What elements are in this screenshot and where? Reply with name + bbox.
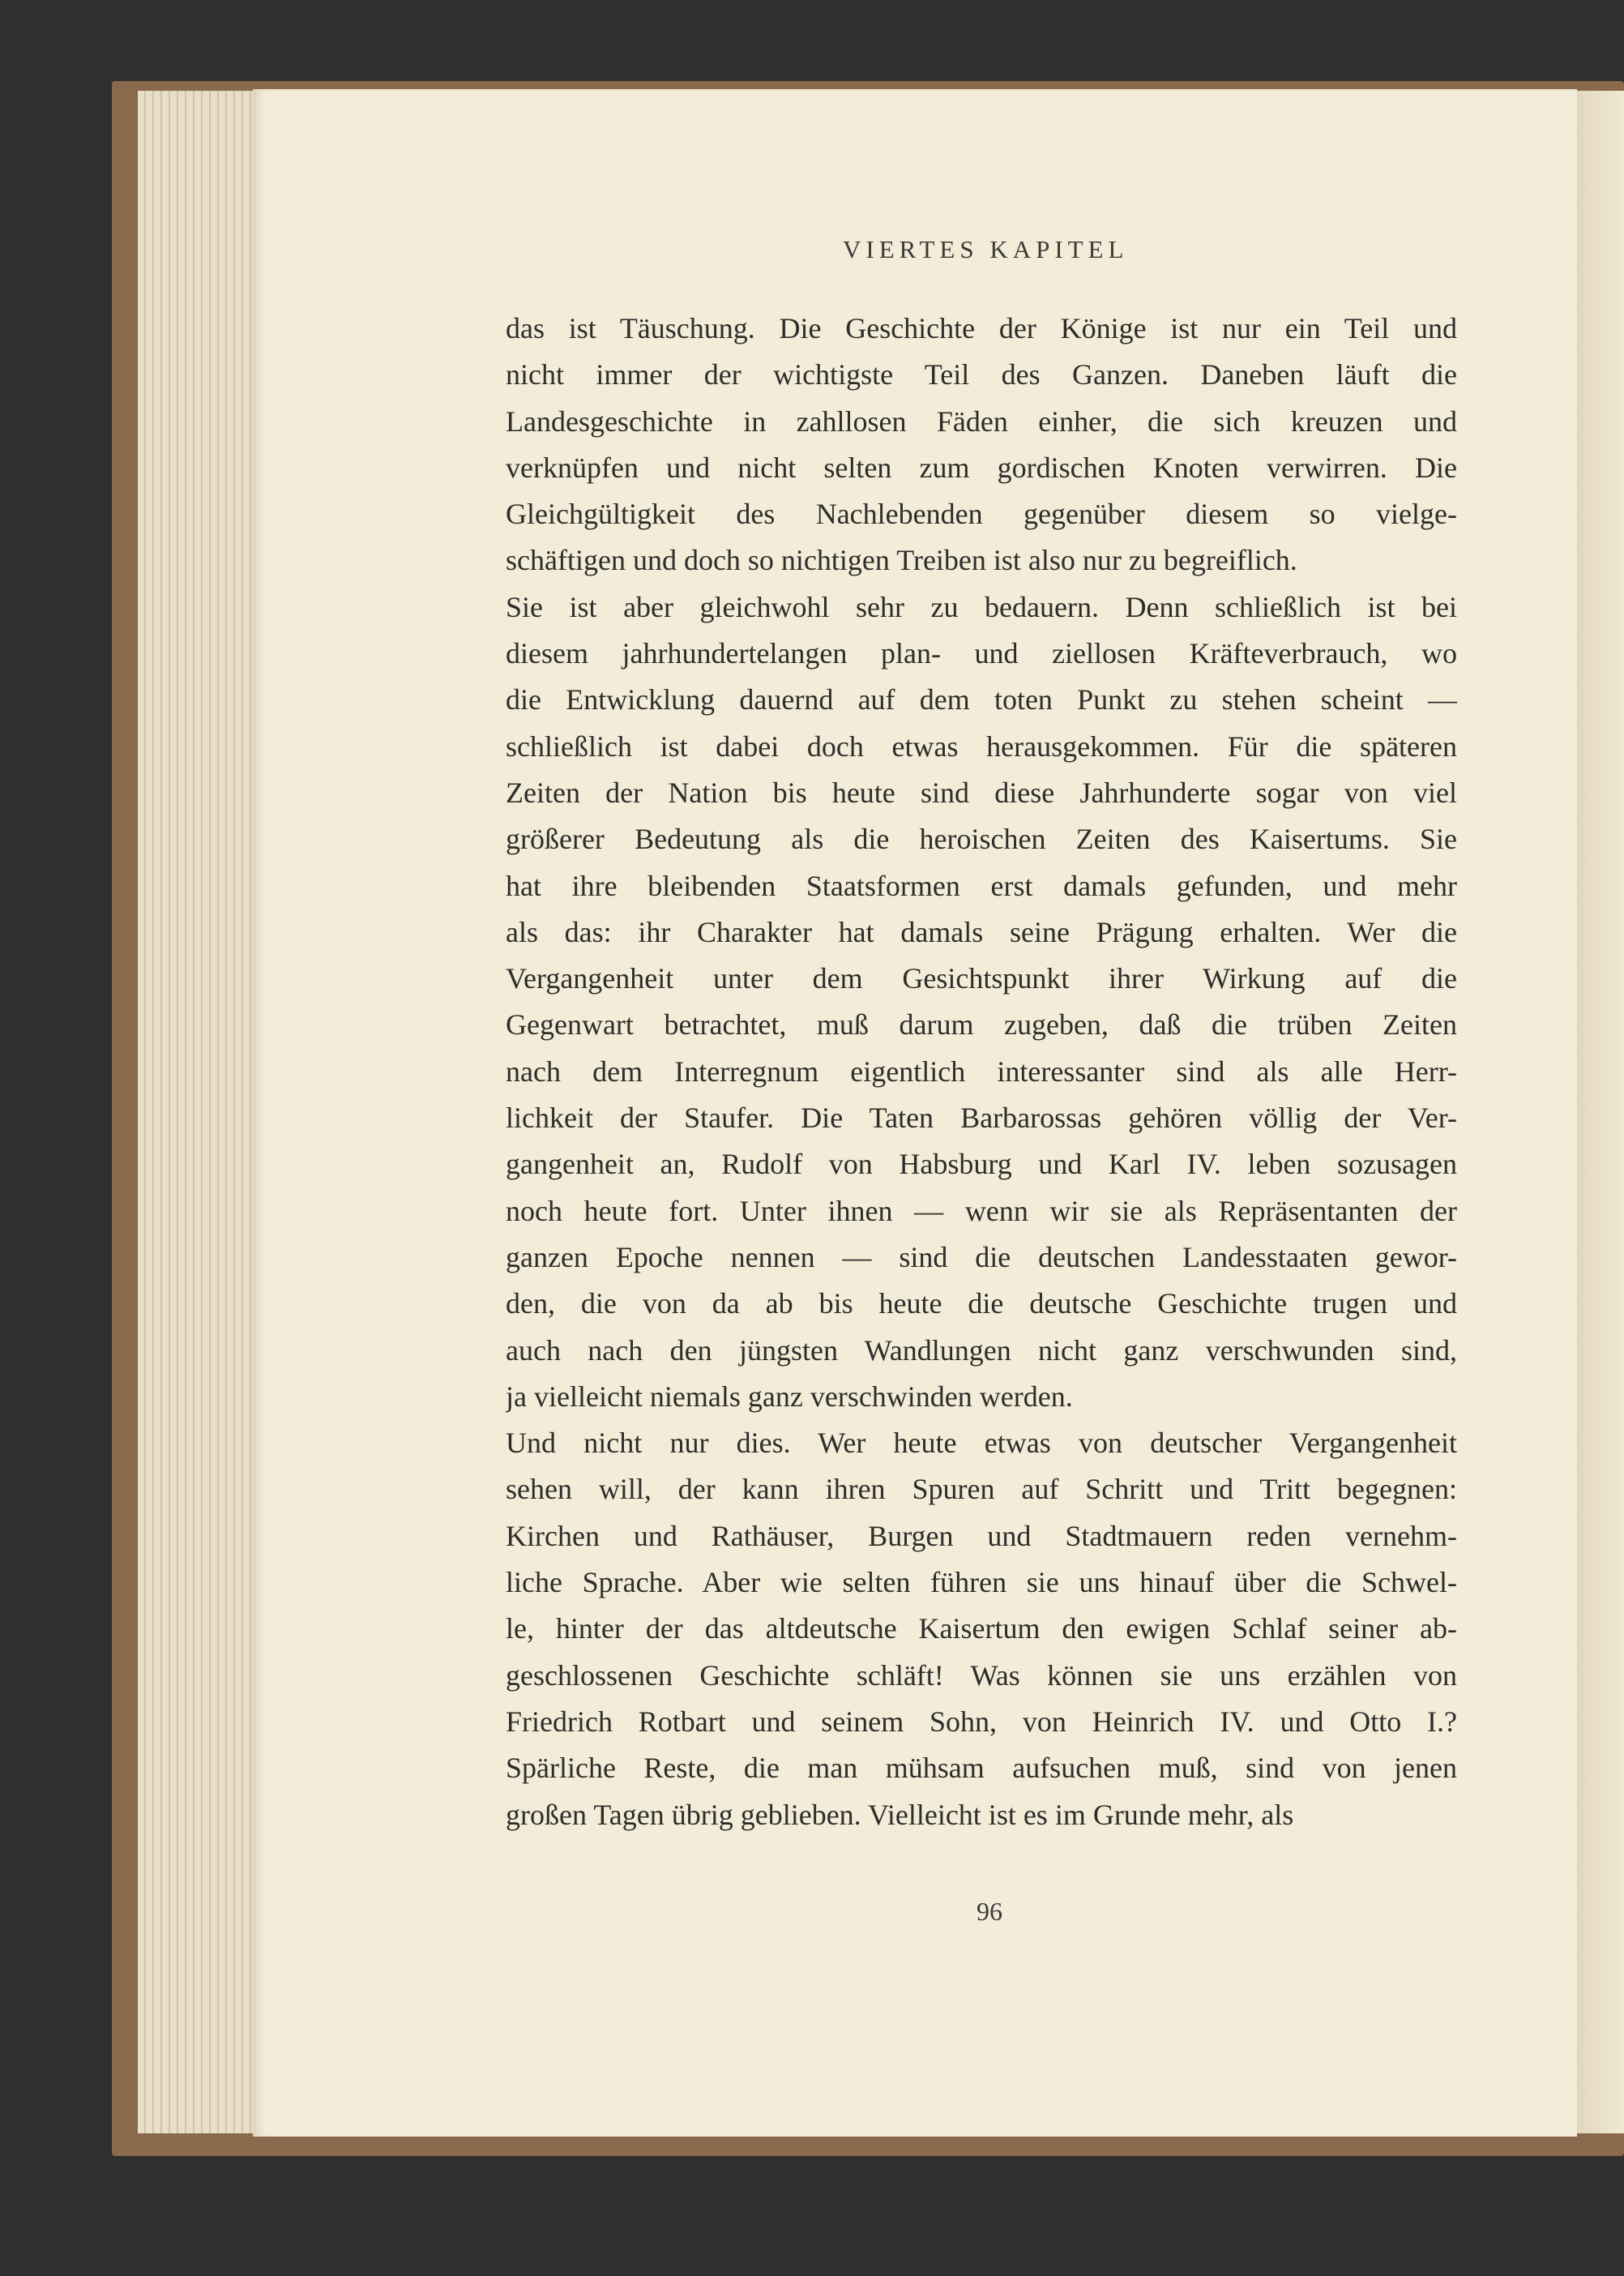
text-line: den, die von da ab bis heute die deutsche Geschichte trugen und <box>506 1287 1457 1320</box>
text-line: das ist Täuschung. Die Geschichte der Könige ist nur ein Teil und <box>506 312 1457 344</box>
text-line: größerer Bedeutung als die heroischen Zeiten des Kaisertums. Sie <box>506 823 1457 856</box>
text-line: Vergangenheit unter dem Gesichtspunkt ihrer Wirkung auf die <box>506 962 1457 995</box>
text-line: Gleichgültigkeit des Nachlebenden gegenüber diesem so vielge- <box>506 498 1457 531</box>
text-line: auch nach den jüngsten Wandlungen nicht ganz verschwunden sind, <box>506 1333 1457 1367</box>
text-line: die Entwicklung dauernd auf dem toten Punkt zu stehen scheint — <box>506 683 1457 717</box>
text-line: noch heute fort. Unter ihnen — wenn wir sie als Repräsentanten der <box>506 1194 1457 1227</box>
text-line: Landesgeschichte in zahllosen Fäden einher, die sich kreuzen und <box>506 404 1457 438</box>
text-line: Friedrich Rotbart und seinem Sohn, von Heinrich IV. und Otto I.? <box>506 1705 1457 1738</box>
text-line: diesem jahrhundertelangen plan- und ziellosen Kräfteverbrauch, wo <box>506 637 1457 670</box>
text-line: nicht immer der wichtigste Teil des Ganzen. Daneben läuft die <box>506 358 1457 391</box>
text-line: Sie ist aber gleichwohl sehr zu bedauern. Denn schließlich ist bei <box>506 590 1457 623</box>
text-line: le, hinter der das altdeutsche Kaisertum den ewigen Schlaf seiner ab- <box>506 1612 1457 1645</box>
text-line: gangenheit an, Rudolf von Habsburg und Karl IV. leben sozusagen <box>506 1148 1457 1181</box>
page-edges <box>138 91 259 2133</box>
text-line: als das: ihr Charakter hat damals seine Prägung erhalten. Wer die <box>506 915 1457 948</box>
text-line: Gegenwart betrachtet, muß darum zugeben, daß die trüben Zeiten <box>506 1008 1457 1042</box>
text-line: lichkeit der Staufer. Die Taten Barbarossas gehören völlig der Ver- <box>506 1102 1457 1135</box>
text-line: nach dem Interregnum eigentlich interessanter sind als alle Herr- <box>506 1055 1457 1088</box>
text-line: ja vielleicht niemals ganz verschwinden werden. <box>506 1380 1073 1413</box>
text-line: ganzen Epoche nennen — sind die deutschen Landesstaaten gewor- <box>506 1240 1457 1273</box>
text-line: verknüpfen und nicht selten zum gordischen Knoten verwirren. Die <box>506 451 1457 484</box>
text-line: hat ihre bleibenden Staatsformen erst damals gefunden, und mehr <box>506 869 1457 902</box>
text-line: liche Sprache. Aber wie selten führen sie uns hinauf über die Schwel- <box>506 1566 1457 1599</box>
text-line: Zeiten der Nation bis heute sind diese Jahrhunderte sogar von viel <box>506 776 1457 809</box>
text-line: großen Tagen übrig geblieben. Vielleicht ist es im Grunde mehr, als <box>506 1798 1294 1831</box>
text-line: Kirchen und Rathäuser, Burgen und Stadtmauern reden vernehm- <box>506 1519 1457 1552</box>
text-line: schäftigen und doch so nichtigen Treiben ist also nur zu begreiflich. <box>506 544 1297 577</box>
running-head: VIERTES KAPITEL <box>843 235 1129 263</box>
text-line: geschlossenen Geschichte schläft! Was können sie uns erzählen von <box>506 1658 1457 1692</box>
text-line: Und nicht nur dies. Wer heute etwas von deutscher Vergangenheit <box>506 1427 1457 1460</box>
page-number: 96 <box>977 1897 1002 1926</box>
body-text <box>506 306 1457 1838</box>
text-line: Spärliche Reste, die man mühsam aufsuchen muß, sind von jenen <box>506 1752 1457 1785</box>
text-line: schließlich ist dabei doch etwas herausgekommen. Für die späteren <box>506 729 1457 763</box>
text-line: sehen will, der kann ihren Spuren auf Schritt und Tritt begegnen: <box>506 1473 1457 1506</box>
facing-page-edge <box>1577 91 1624 2133</box>
